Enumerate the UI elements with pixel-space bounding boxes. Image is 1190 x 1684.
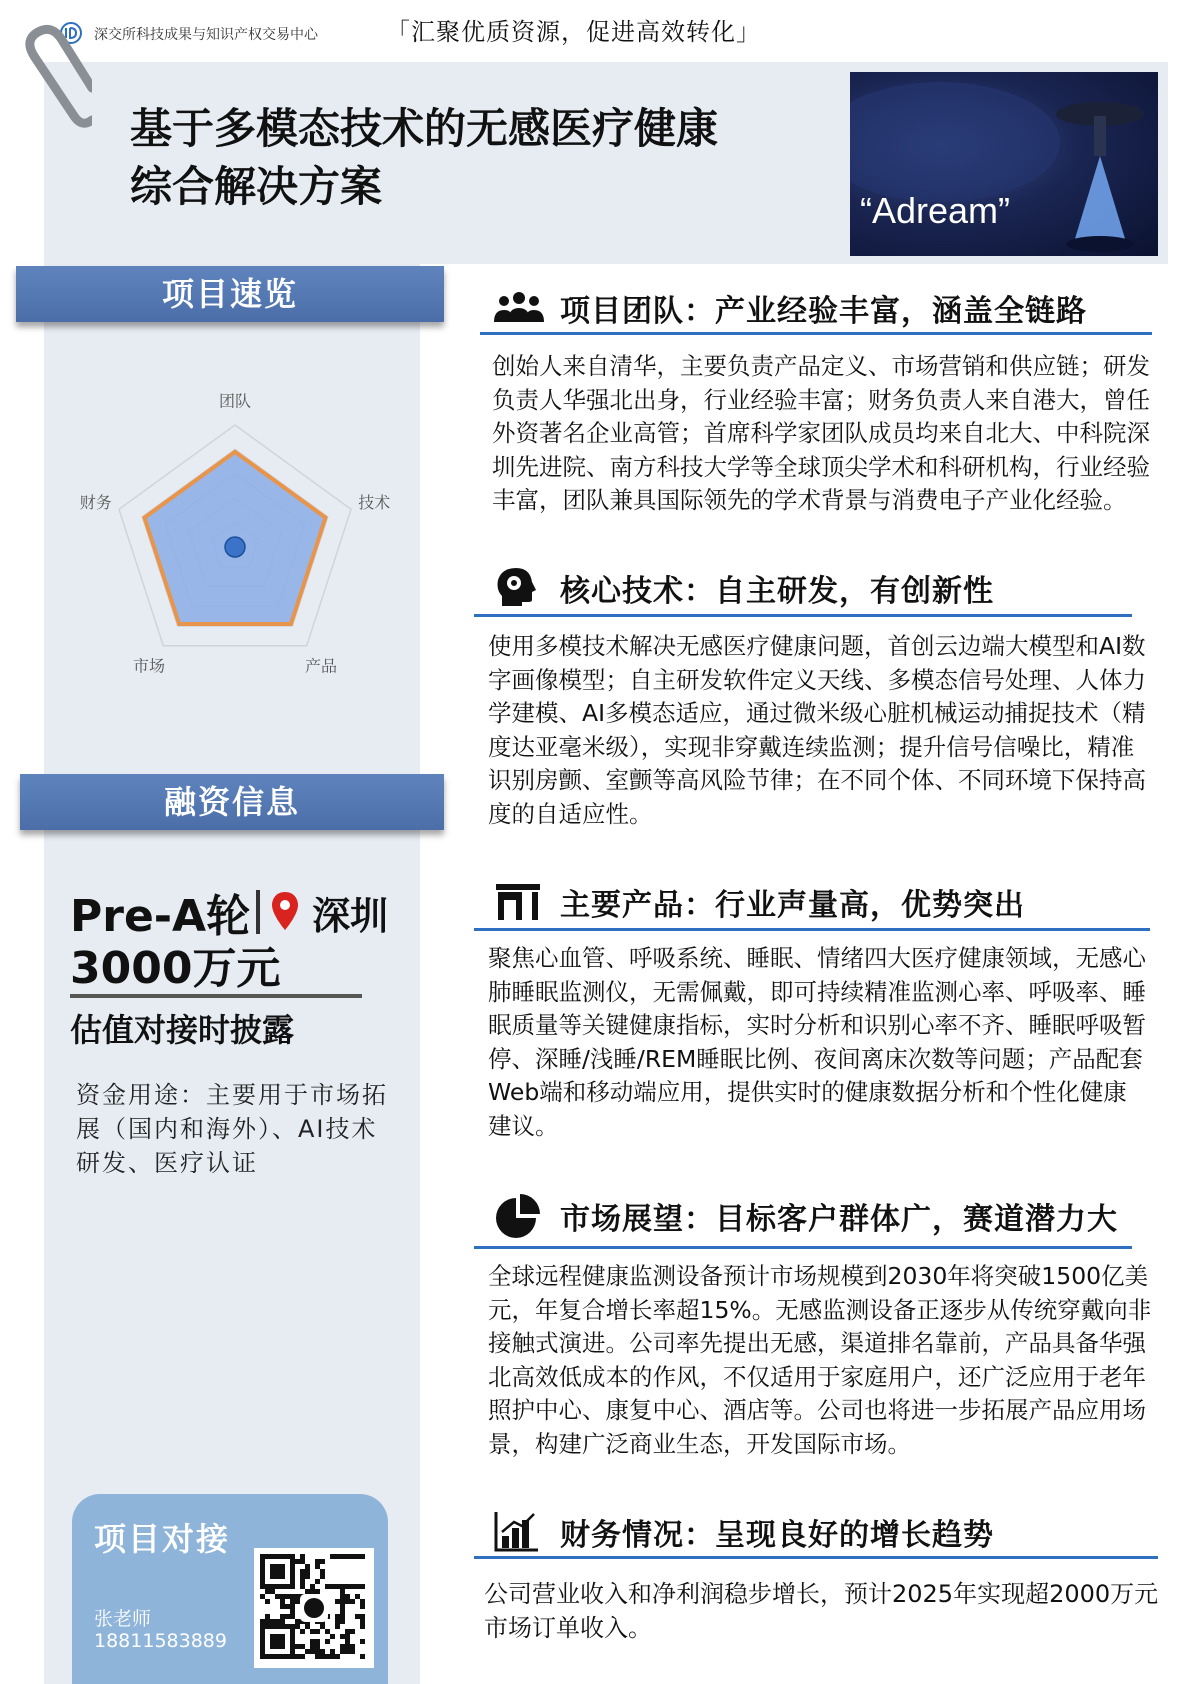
qr-module bbox=[315, 1644, 320, 1649]
qr-module bbox=[320, 1649, 325, 1654]
qr-module bbox=[300, 1629, 305, 1634]
qr-module bbox=[260, 1619, 265, 1624]
section-market-rule bbox=[474, 1246, 1132, 1249]
qr-module bbox=[270, 1574, 275, 1579]
qr-module bbox=[360, 1614, 365, 1619]
section-tech-body: 使用多模技术解决无感医疗健康问题，首创云边端大模型和AI数字画像模型；自主研发软件定义天线、多模态信号处理、人体力学建模、AI多模态适应，通过微米级心脏机械运动捕捉技术（精度达亚毫米级），实现非穿戴连续监测；提升信号信噪比，精准识别房颤、室颤等高风险节律；在不同个体、不同环境下保持高度的自适应性。 bbox=[488, 632, 1146, 828]
bar-chart-icon bbox=[492, 1510, 546, 1554]
section-tech-title: 核心技术：自主研发，有创新性 bbox=[560, 574, 994, 609]
section-team-rule bbox=[480, 332, 1152, 335]
qr-module bbox=[350, 1554, 355, 1559]
qr-module bbox=[345, 1629, 350, 1634]
qr-module bbox=[355, 1554, 360, 1559]
qr-module bbox=[280, 1624, 285, 1629]
qr-module bbox=[290, 1554, 295, 1559]
qr-module bbox=[290, 1639, 295, 1644]
qr-module bbox=[315, 1589, 320, 1594]
qr-module bbox=[290, 1634, 295, 1639]
qr-module bbox=[335, 1584, 340, 1589]
qr-module bbox=[260, 1634, 265, 1639]
qr-module bbox=[300, 1644, 305, 1649]
qr-module bbox=[315, 1654, 320, 1659]
qr-module bbox=[290, 1574, 295, 1579]
qr-module bbox=[260, 1574, 265, 1579]
section-tech-header bbox=[492, 566, 1142, 610]
qr-module bbox=[260, 1569, 265, 1574]
qr-module bbox=[260, 1564, 265, 1569]
qr-module bbox=[320, 1569, 325, 1574]
qr-module bbox=[340, 1634, 345, 1639]
qr-module bbox=[260, 1584, 265, 1589]
qr-module bbox=[305, 1564, 310, 1569]
product-photo bbox=[850, 72, 1158, 256]
qr-module bbox=[345, 1554, 350, 1559]
qr-code[interactable] bbox=[254, 1548, 374, 1668]
qr-module bbox=[350, 1644, 355, 1649]
qr-module bbox=[265, 1584, 270, 1589]
qr-module bbox=[290, 1654, 295, 1659]
qr-module bbox=[300, 1579, 305, 1584]
qr-module bbox=[320, 1654, 325, 1659]
section-tech-rule bbox=[474, 614, 1132, 617]
qr-module bbox=[300, 1574, 305, 1579]
qr-module bbox=[280, 1619, 285, 1624]
qr-module bbox=[315, 1629, 320, 1634]
qr-module bbox=[280, 1594, 285, 1599]
qr-module bbox=[310, 1589, 315, 1594]
qr-module bbox=[360, 1619, 365, 1624]
qr-module bbox=[360, 1584, 365, 1589]
qr-module bbox=[280, 1584, 285, 1589]
funding-separator bbox=[256, 890, 260, 934]
qr-module bbox=[290, 1629, 295, 1634]
qr-module bbox=[260, 1654, 265, 1659]
paperclip-icon bbox=[12, 20, 92, 130]
qr-module bbox=[260, 1639, 265, 1644]
qr-module bbox=[285, 1554, 290, 1559]
qr-module bbox=[290, 1594, 295, 1599]
qr-module bbox=[265, 1589, 270, 1594]
qr-module bbox=[290, 1579, 295, 1584]
section-finance-title: 财务情况：呈现良好的增长趋势 bbox=[560, 1518, 994, 1553]
storefront-icon bbox=[492, 880, 546, 924]
qr-module bbox=[305, 1589, 310, 1594]
qr-module bbox=[325, 1584, 330, 1589]
qr-module bbox=[260, 1644, 265, 1649]
qr-module bbox=[350, 1649, 355, 1654]
section-product-body: 聚焦心血管、呼吸系统、睡眠、情绪四大医疗健康领域，无感心肺睡眠监测仪，无需佩戴，即可持续精准监测心率、呼吸率、睡眠质量等关键健康指标，实时分析和识别心率不齐、睡眠呼吸暂停、深睡/浅睡/REM睡眠比例、夜间离床次数等问题；产品配套Web端和移动端应用，提供实时的健康数据分析和个性化健康建议。 bbox=[488, 944, 1146, 1140]
section-team-body: 创始人来自清华，主要负责产品定义、市场营销和供应链；研发负责人华强北出身，行业经验丰富；财务负责人来自港大，曾任外资著名企业高管；首席科学家团队成员均来自北大、中科院深圳先进院、南方科技大学等全球顶尖学术和科研机构，行业经验丰富，团队兼具国际领先的学术背景与消费电子产业化经验。 bbox=[492, 352, 1150, 514]
qr-module bbox=[310, 1644, 315, 1649]
qr-module bbox=[270, 1564, 275, 1569]
pie-chart-icon bbox=[492, 1194, 546, 1238]
title-line-2: 综合解决方案 bbox=[130, 162, 383, 211]
radar-label-tech: 技术 bbox=[358, 492, 391, 512]
qr-module bbox=[270, 1584, 275, 1589]
qr-module bbox=[280, 1639, 285, 1644]
qr-module bbox=[350, 1629, 355, 1634]
section-team-header bbox=[492, 286, 1142, 330]
qr-module bbox=[285, 1584, 290, 1589]
qr-module bbox=[340, 1619, 345, 1624]
qr-module bbox=[335, 1619, 340, 1624]
qr-module bbox=[300, 1654, 305, 1659]
qr-module bbox=[275, 1554, 280, 1559]
qr-module bbox=[285, 1614, 290, 1619]
qr-module bbox=[275, 1584, 280, 1589]
radar-center-dot bbox=[225, 537, 245, 557]
contact-heading: 项目对接 bbox=[94, 1520, 231, 1558]
funding-amount: 3000万元 bbox=[70, 943, 281, 994]
qr-module bbox=[280, 1614, 285, 1619]
org-name: 深交所科技成果与知识产权交易中心 bbox=[94, 27, 318, 43]
radar-label-market: 市场 bbox=[132, 656, 165, 676]
qr-module bbox=[330, 1649, 335, 1654]
qr-module bbox=[275, 1619, 280, 1624]
qr-module bbox=[310, 1629, 315, 1634]
qr-module bbox=[300, 1559, 305, 1564]
qr-module bbox=[330, 1634, 335, 1639]
qr-module bbox=[290, 1564, 295, 1569]
photo-caption: “Adream” bbox=[860, 190, 1011, 231]
qr-module bbox=[340, 1649, 345, 1654]
qr-module bbox=[315, 1579, 320, 1584]
qr-module bbox=[270, 1654, 275, 1659]
valuation: 估值对接时披露 bbox=[70, 1011, 295, 1049]
qr-module bbox=[305, 1649, 310, 1654]
section-finance-header bbox=[492, 1510, 1142, 1554]
qr-module bbox=[295, 1654, 300, 1659]
qr-module bbox=[290, 1559, 295, 1564]
qr-module bbox=[345, 1639, 350, 1644]
qr-module bbox=[260, 1594, 265, 1599]
qr-module bbox=[280, 1574, 285, 1579]
qr-module bbox=[320, 1559, 325, 1564]
funding-round: Pre-A轮 bbox=[70, 891, 251, 942]
radar-label-team: 团队 bbox=[218, 391, 252, 411]
qr-module bbox=[260, 1624, 265, 1629]
contact-phone[interactable]: 18811583889 bbox=[94, 1630, 227, 1652]
qr-module bbox=[360, 1654, 365, 1659]
qr-module bbox=[285, 1654, 290, 1659]
qr-module bbox=[265, 1654, 270, 1659]
brain-gear-icon bbox=[492, 566, 546, 610]
qr-module bbox=[275, 1644, 280, 1649]
qr-module bbox=[270, 1634, 275, 1639]
qr-module bbox=[305, 1624, 310, 1629]
qr-module bbox=[260, 1559, 265, 1564]
radar-label-product: 产品 bbox=[305, 656, 338, 676]
qr-module bbox=[300, 1569, 305, 1574]
qr-module bbox=[295, 1624, 300, 1629]
section-team-title: 项目团队：产业经验丰富，涵盖全链路 bbox=[560, 294, 1087, 329]
qr-module bbox=[360, 1639, 365, 1644]
qr-module bbox=[345, 1599, 350, 1604]
qr-module bbox=[340, 1604, 345, 1609]
qr-module bbox=[360, 1624, 365, 1629]
radar-label-finance: 财务 bbox=[79, 492, 112, 512]
qr-module bbox=[275, 1654, 280, 1659]
qr-module bbox=[275, 1564, 280, 1569]
radar-chart bbox=[50, 370, 420, 700]
qr-module bbox=[315, 1564, 320, 1569]
financing-heading: 融资信息 bbox=[20, 774, 444, 830]
funding-location: 深圳 bbox=[312, 893, 389, 938]
qr-module bbox=[330, 1654, 335, 1659]
qr-module bbox=[290, 1584, 295, 1589]
qr-module bbox=[325, 1639, 330, 1644]
qr-module bbox=[290, 1609, 295, 1614]
qr-module bbox=[280, 1564, 285, 1569]
qr-module bbox=[280, 1644, 285, 1649]
qr-module bbox=[285, 1594, 290, 1599]
section-product-title: 主要产品：行业声量高，优势突出 bbox=[560, 888, 1025, 923]
section-finance-body: 公司营业收入和净利润稳步增长，预计2025年实现超2000万元市场订单收入。 bbox=[484, 1580, 1159, 1642]
contact-name: 张老师 bbox=[94, 1608, 152, 1630]
qr-module bbox=[335, 1654, 340, 1659]
qr-module bbox=[340, 1594, 345, 1599]
qr-module bbox=[330, 1554, 335, 1559]
qr-module bbox=[275, 1639, 280, 1644]
qr-module bbox=[305, 1574, 310, 1579]
qr-module bbox=[320, 1574, 325, 1579]
section-finance-rule bbox=[474, 1556, 1158, 1559]
qr-module bbox=[335, 1599, 340, 1604]
team-icon bbox=[492, 286, 546, 330]
qr-module bbox=[345, 1634, 350, 1639]
qr-module bbox=[260, 1629, 265, 1634]
qr-module bbox=[265, 1619, 270, 1624]
qr-module bbox=[345, 1594, 350, 1599]
qr-module bbox=[355, 1584, 360, 1589]
qr-module bbox=[265, 1554, 270, 1559]
qr-module bbox=[270, 1624, 275, 1629]
qr-module bbox=[280, 1599, 285, 1604]
qr-module bbox=[300, 1554, 305, 1559]
qr-module bbox=[340, 1609, 345, 1614]
section-product-rule bbox=[474, 928, 1150, 931]
qr-module bbox=[275, 1634, 280, 1639]
qr-module bbox=[270, 1644, 275, 1649]
qr-module bbox=[270, 1589, 275, 1594]
qr-module bbox=[310, 1584, 315, 1589]
qr-module bbox=[265, 1624, 270, 1629]
qr-module bbox=[345, 1644, 350, 1649]
qr-module bbox=[360, 1554, 365, 1559]
qr-module bbox=[260, 1554, 265, 1559]
qr-module bbox=[345, 1649, 350, 1654]
qr-module bbox=[315, 1639, 320, 1644]
qr-module bbox=[320, 1624, 325, 1629]
qr-module bbox=[340, 1599, 345, 1604]
qr-module bbox=[350, 1599, 355, 1604]
qr-module bbox=[275, 1594, 280, 1599]
qr-module bbox=[290, 1604, 295, 1609]
qr-module bbox=[280, 1654, 285, 1659]
qr-module bbox=[295, 1559, 300, 1564]
page-title bbox=[130, 100, 830, 216]
qr-module bbox=[260, 1579, 265, 1584]
qr-module bbox=[270, 1569, 275, 1574]
qr-module bbox=[275, 1569, 280, 1574]
qr-module bbox=[275, 1624, 280, 1629]
qr-module bbox=[270, 1554, 275, 1559]
qr-module bbox=[290, 1614, 295, 1619]
qr-module bbox=[335, 1614, 340, 1619]
overview-heading: 项目速览 bbox=[16, 266, 444, 322]
qr-module bbox=[345, 1584, 350, 1589]
qr-module bbox=[360, 1599, 365, 1604]
qr-module bbox=[265, 1614, 270, 1619]
fund-usage: 资金用途：主要用于市场拓展（国内和海外）、AI技术研发、医疗认证 bbox=[76, 1081, 388, 1177]
qr-module bbox=[265, 1599, 270, 1604]
qr-module bbox=[295, 1619, 300, 1624]
qr-module bbox=[330, 1584, 335, 1589]
slogan: 「汇聚优质资源，促进高效转化」 bbox=[386, 18, 761, 46]
qr-module bbox=[295, 1599, 300, 1604]
qr-module bbox=[295, 1644, 300, 1649]
qr-module bbox=[285, 1624, 290, 1629]
section-product-header bbox=[492, 880, 1142, 924]
qr-module bbox=[280, 1604, 285, 1609]
qr-module bbox=[325, 1629, 330, 1634]
qr-module bbox=[340, 1554, 345, 1559]
qr-module bbox=[290, 1649, 295, 1654]
qr-module bbox=[340, 1589, 345, 1594]
qr-module bbox=[280, 1634, 285, 1639]
section-market-header bbox=[492, 1194, 1142, 1238]
qr-module bbox=[315, 1559, 320, 1564]
qr-module bbox=[275, 1574, 280, 1579]
qr-module bbox=[335, 1624, 340, 1629]
qr-module bbox=[295, 1594, 300, 1599]
section-market-body: 全球远程健康监测设备预计市场规模到2030年将突破1500亿美元，年复合增长率超15%。无感监测设备正逐步从传统穿戴向非接触式演进。公司率先提出无感，渠道排名靠前，产品具备华强北高效低成本的作风，不仅适用于家庭用户，还广泛应用于老年照护中心、康复中心、酒店等。公司也将进一步拓展产品应用场景，构建广泛商业生态，开发国际市场。 bbox=[488, 1262, 1152, 1458]
title-line-1: 基于多模态技术的无感医疗健康 bbox=[130, 104, 719, 153]
qr-module bbox=[280, 1569, 285, 1574]
qr-module bbox=[340, 1614, 345, 1619]
qr-module bbox=[350, 1584, 355, 1589]
qr-module bbox=[260, 1649, 265, 1654]
qr-module bbox=[305, 1569, 310, 1574]
qr-module bbox=[355, 1594, 360, 1599]
qr-module bbox=[340, 1644, 345, 1649]
qr-module bbox=[355, 1614, 360, 1619]
qr-module bbox=[290, 1599, 295, 1604]
qr-module bbox=[285, 1604, 290, 1609]
qr-module bbox=[335, 1554, 340, 1559]
qr-module bbox=[360, 1604, 365, 1609]
qr-module bbox=[290, 1624, 295, 1629]
qr-module bbox=[315, 1649, 320, 1654]
qr-module bbox=[270, 1639, 275, 1644]
qr-module bbox=[325, 1654, 330, 1659]
funding-divider bbox=[70, 994, 362, 998]
qr-module bbox=[310, 1639, 315, 1644]
location-pin-icon bbox=[270, 890, 300, 934]
qr-module bbox=[280, 1554, 285, 1559]
qr-module bbox=[300, 1584, 305, 1589]
qr-module bbox=[340, 1584, 345, 1589]
qr-module bbox=[290, 1644, 295, 1649]
wechat-icon bbox=[304, 1598, 324, 1618]
qr-module bbox=[270, 1619, 275, 1624]
qr-module bbox=[310, 1649, 315, 1654]
qr-module bbox=[290, 1569, 295, 1574]
section-market-title: 市场展望：目标客户群体广，赛道潜力大 bbox=[560, 1202, 1118, 1237]
